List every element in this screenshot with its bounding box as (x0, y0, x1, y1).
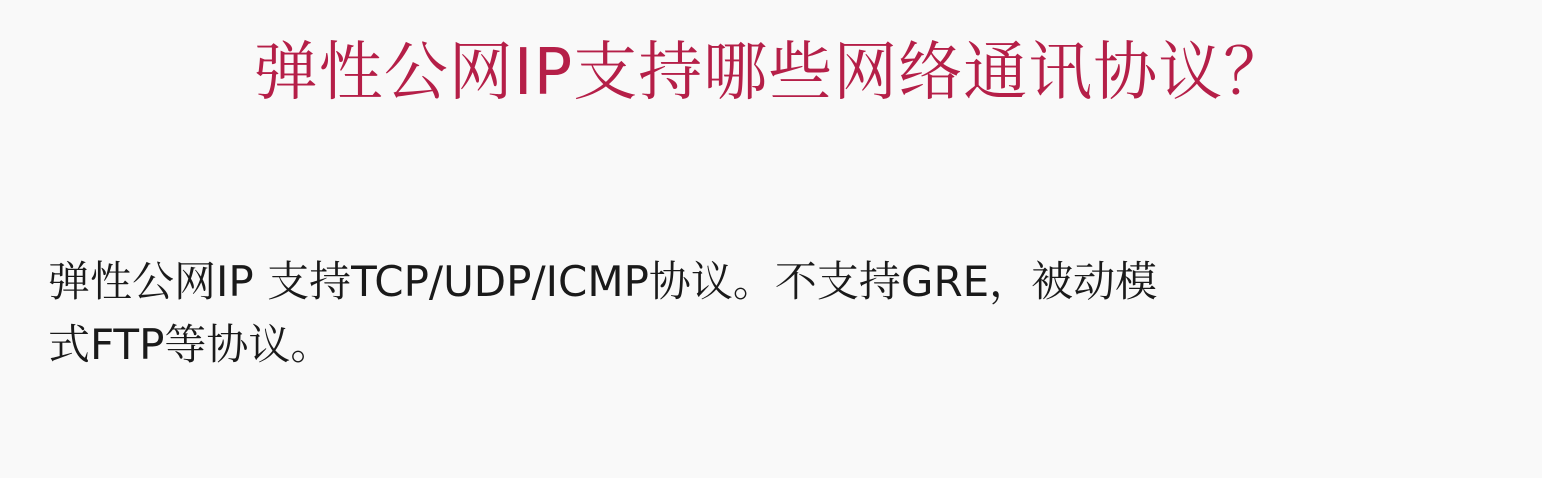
body-line-1: 弹性公网IP 支持TCP/UDP/ICMP协议。不支持GRE，被动模 (48, 257, 1158, 306)
slide-body (48, 250, 1488, 376)
slide-title: 弹性公网IP支持哪些网络通讯协议？ (253, 36, 1289, 110)
body-line-2: 式FTP等协议。 (48, 320, 333, 369)
